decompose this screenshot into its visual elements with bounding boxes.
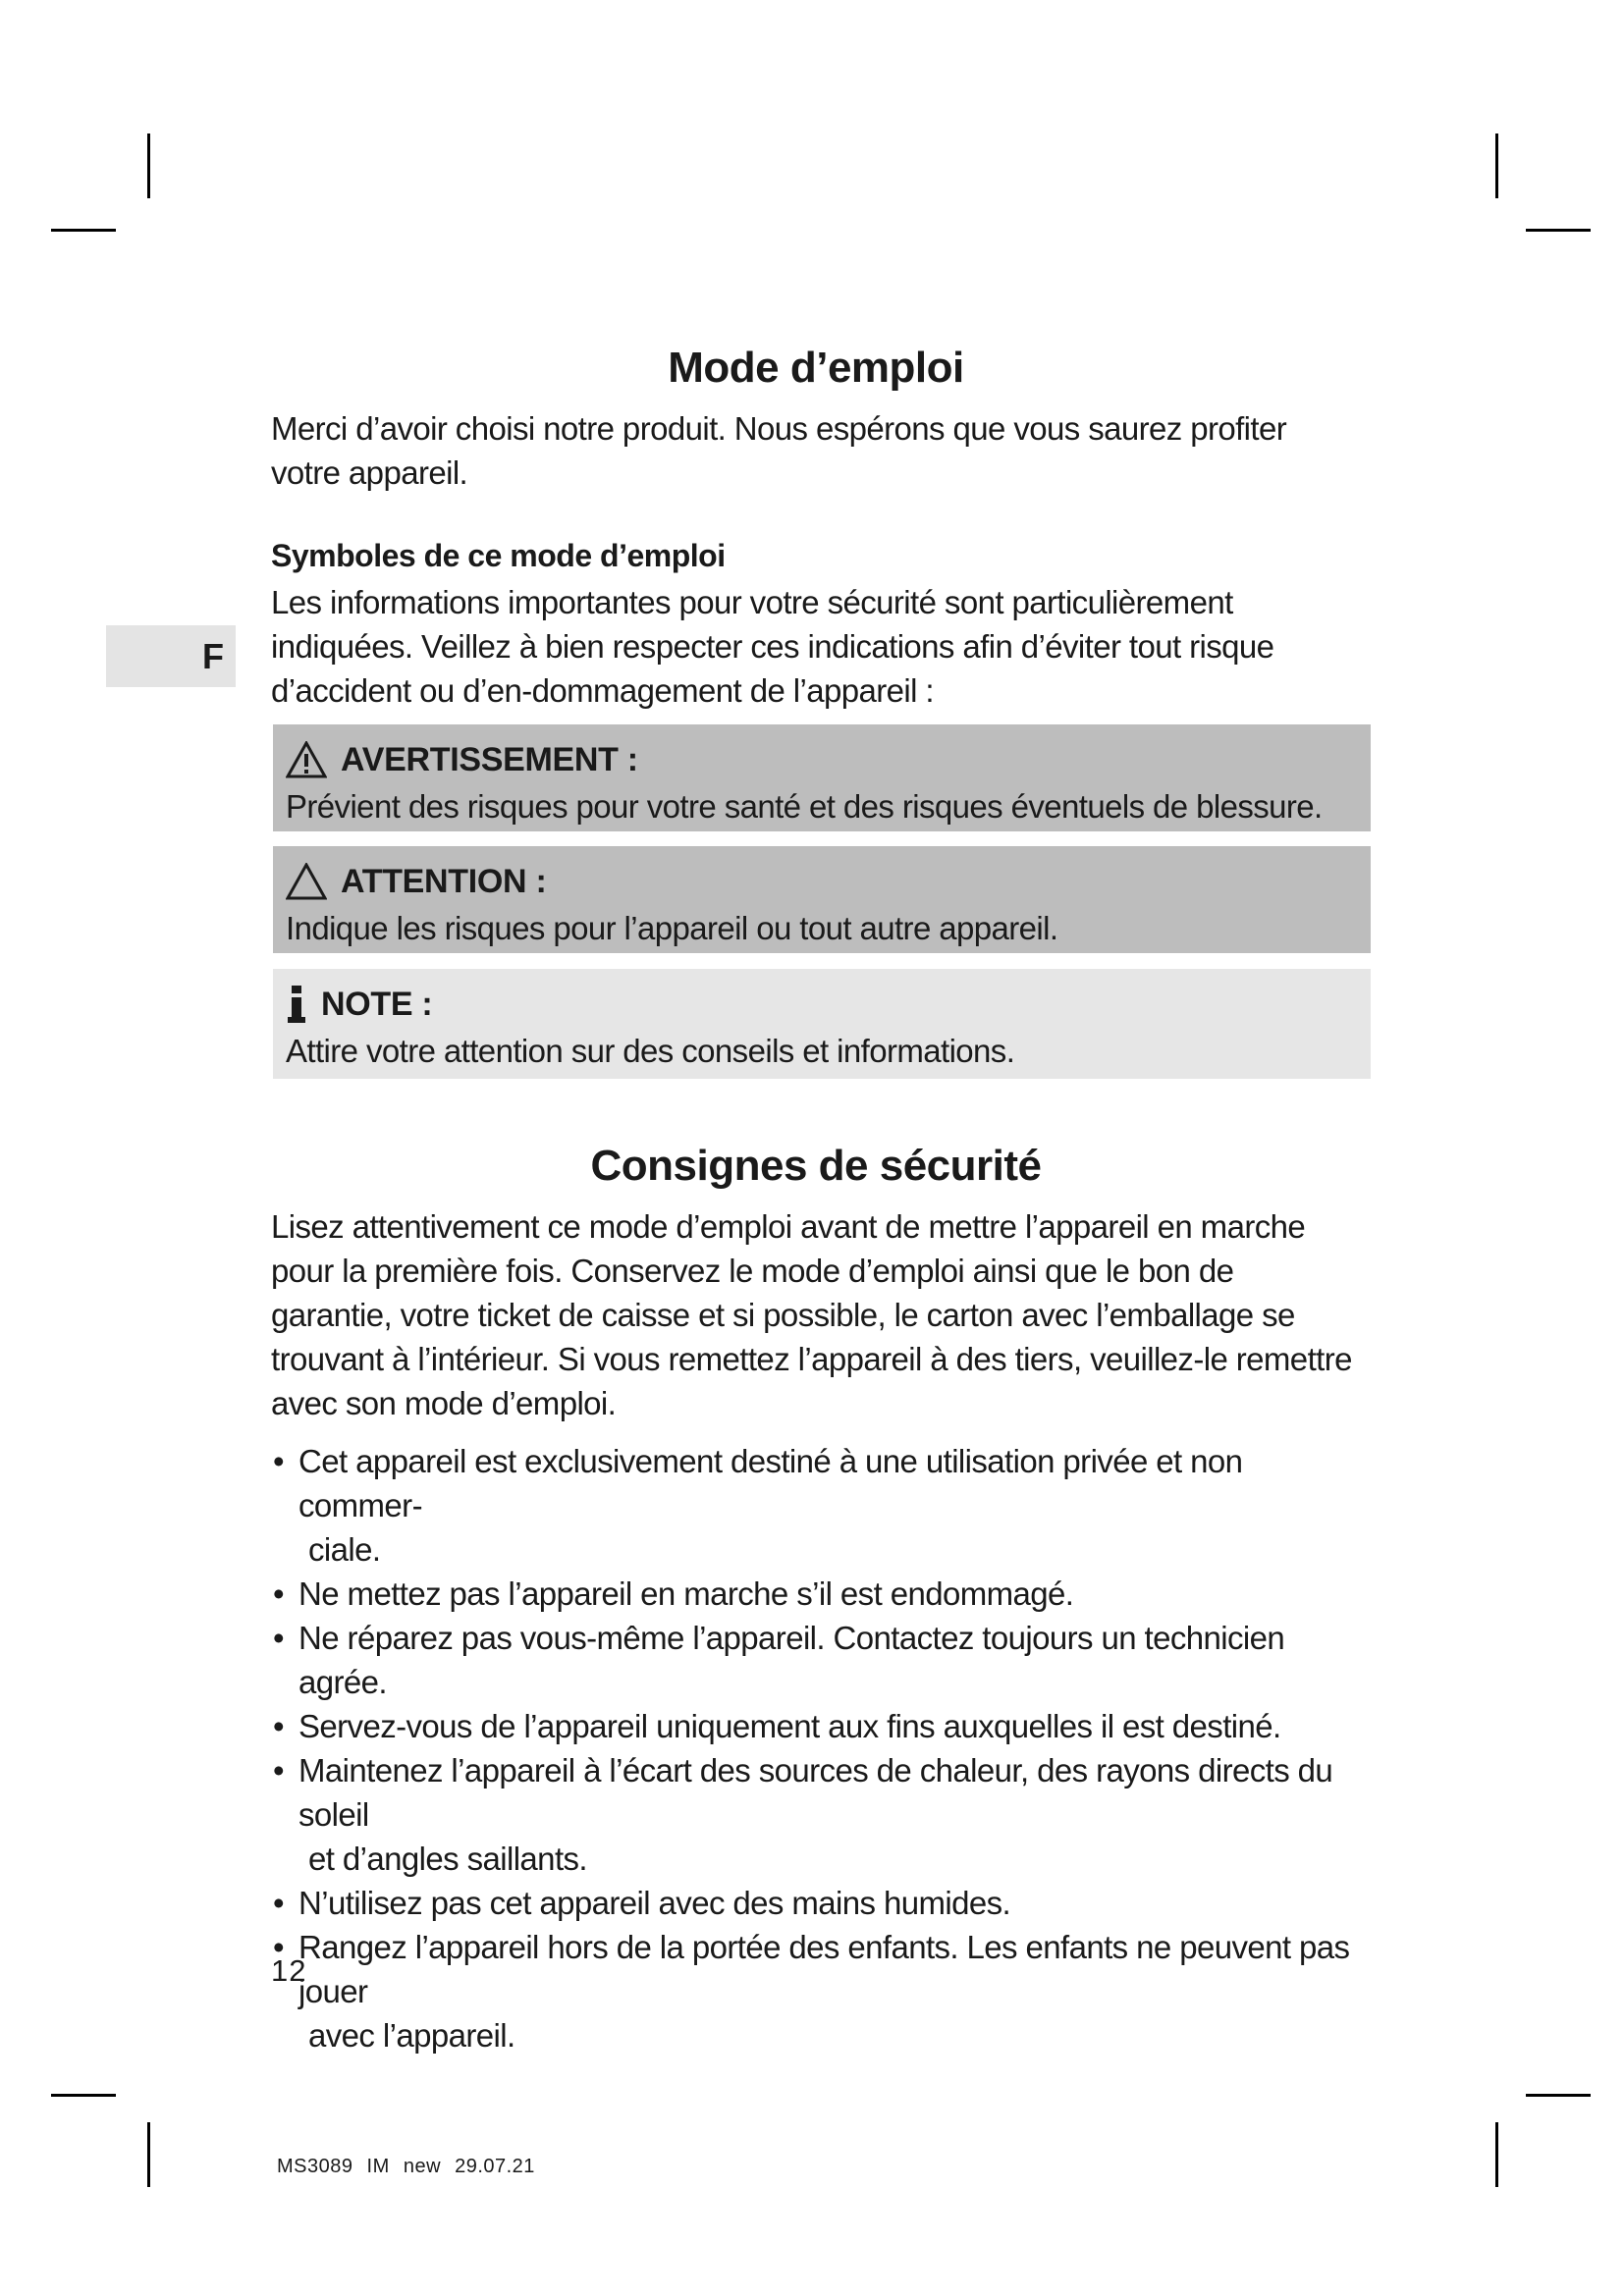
subtitle-symbols: Symboles de ce mode d’emploi (271, 538, 726, 573)
note-title: NOTE : (321, 985, 433, 1023)
warning-title: AVERTISSEMENT : (341, 740, 638, 778)
caution-title: ATTENTION : (341, 862, 547, 900)
list-item: • N’utilisez pas cet appareil avec des mains humides. (271, 1881, 1361, 1925)
crop-mark-top-right-vertical (1495, 133, 1498, 198)
language-tab: F (106, 625, 236, 687)
crop-mark-bottom-right-vertical (1495, 2122, 1498, 2187)
section-title-consignes: Consignes de sécurité (590, 1142, 1042, 1190)
crop-mark-bottom-left-horizontal (51, 2094, 116, 2097)
section-title-mode-emploi: Mode d’emploi (668, 344, 964, 392)
crop-mark-top-left-horizontal (51, 229, 116, 232)
list-item: • Maintenez l’appareil à l’écart des sources de chaleur, des rayons directs du soleil et d’angles saillants. (271, 1748, 1361, 1881)
safety-intro-paragraph: Lisez attentivement ce mode d’emploi avant de mettre l’appareil en marche pour la première fois. Conservez le mode d’emploi ainsi que le bon de garantie, votre ticket de caisse et si possible, le carton avec l’emballage se trouvant à l’intérieur. Si vous remettez l’appareil à des tiers, veuillez-le remettre avec son mode d’emploi. (271, 1208, 1352, 1421)
footer-code: MS3089 IM new 29.07.21 (277, 2156, 535, 2177)
crop-mark-top-left-vertical (147, 133, 150, 198)
crop-mark-top-right-horizontal (1526, 229, 1591, 232)
note-box (273, 969, 1371, 1079)
list-item: • Cet appareil est exclusivement destiné à une utilisation privée et non commer- ciale. (271, 1439, 1361, 1572)
crop-mark-bottom-left-vertical (147, 2122, 150, 2187)
list-item: • Rangez l’appareil hors de la portée des enfants. Les enfants ne peuvent pas jouer avec l’appareil. (271, 1925, 1361, 2057)
list-item: • Ne mettez pas l’appareil en marche s’il est endommagé. (271, 1572, 1361, 1616)
warning-text: Prévient des risques pour votre santé et des risques éventuels de blessure. (286, 788, 1323, 825)
list-item: • Ne réparez pas vous-même l’appareil. Contactez toujours un technicien agrée. (271, 1616, 1361, 1704)
crop-mark-bottom-right-horizontal (1526, 2094, 1591, 2097)
intro-paragraph: Merci d’avoir choisi notre produit. Nous espérons que vous saurez profiter votre appareil. (271, 410, 1287, 491)
caution-box (273, 846, 1371, 953)
warning-triangle-icon (286, 863, 327, 900)
page-number: 12 (271, 1953, 307, 1988)
section-safety (271, 1142, 1361, 2057)
info-icon (286, 985, 307, 1024)
symbols-paragraph: Les informations importantes pour votre sécurité sont particulièrement indiquées. Veillez à bien respecter ces indications afin d’éviter tout risque d’accident ou d’en-dommagement de l’appareil : (271, 584, 1274, 709)
warning-box (273, 724, 1371, 831)
warning-exclamation-icon (286, 741, 327, 778)
note-text: Attire votre attention sur des conseils et informations. (286, 1033, 1015, 1069)
list-item: • Servez-vous de l’appareil uniquement aux fins auxquelles il est destiné. (271, 1704, 1361, 1748)
caution-text: Indique les risques pour l’appareil ou tout autre appareil. (286, 910, 1058, 946)
section-instructions (271, 344, 1361, 713)
safety-list (271, 1439, 1361, 2057)
